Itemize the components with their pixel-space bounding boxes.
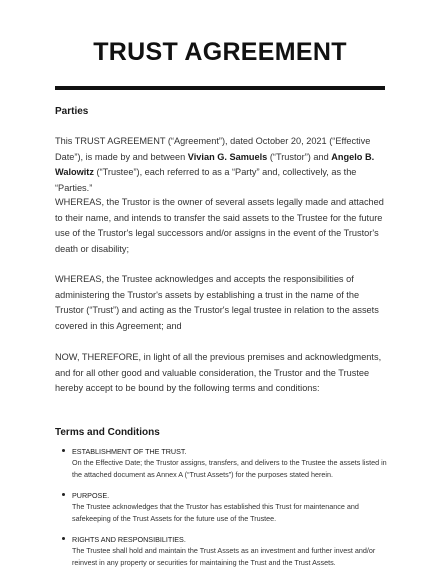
bullet-icon [62,493,65,496]
document-title: TRUST AGREEMENT [93,38,347,66]
term-item [55,490,389,525]
terms-list [55,446,389,570]
term-text: On the Effective Date; the Trustor assigns, transfers, and delivers to the Trustee the assets listed in the attached document as Annex A (“Trust Assets”) for the purposes stated herein. [72,458,387,479]
now-therefore-paragraph: NOW, THEREFORE, in light of all the previous premises and acknowledgments, and for all other good and valuable consideration, the Trustor and the Trustee hereby accept to be bound by the following terms and conditions: [55,352,382,394]
trustee-name: Angelo B. Walowitz [55,151,375,178]
parties-heading: Parties [55,106,89,117]
term-text: The Trustee acknowledges that the Trustor has established this Trust for maintenance and safekeeping of the Trust Assets for the future use of the Trustee. [72,502,359,523]
term-text: The Trustee shall hold and maintain the Trust Assets as an investment and further invest and/or reinvest in any property or securities for maintaining the Trust and the Trust Assets. [72,546,376,567]
title-divider [55,86,385,90]
whereas-paragraph-2: WHEREAS, the Trustee acknowledges and accepts the responsibilities of administering the Trustor's assets by establishing a trust in the name of the Trustor (“Trust”) and acting as the Trustor's legal trustee in relation to the assets covered in this Agreement; and [55,274,379,331]
bullet-icon [62,537,65,540]
whereas-paragraph-1: WHEREAS, the Trustor is the owner of several assets legally made and attached to their name, and intends to transfer the said assets to the Trustee for the future use of the Trustor's legal successors and/or assigns in the event of the Trustor's death or disability; [55,197,384,254]
term-title: RIGHTS AND RESPONSIBILITIES. [72,535,186,544]
term-title: ESTABLISHMENT OF THE TRUST. [72,447,187,456]
term-item [55,534,389,569]
terms-heading: Terms and Conditions [55,427,160,438]
term-title: PURPOSE. [72,491,110,500]
intro-text-2: (“Trustor”) and [267,151,332,162]
intro-text-3: (“Trustee”), each referred to as a “Party” and, collectively, as the “Parties.” [55,167,357,193]
term-item [55,446,389,481]
bullet-icon [62,449,65,452]
intro-text-1: This TRUST AGREEMENT (“Agreement”), dated October 20, 2021 (“Effective Date”), is made by and between [55,136,371,162]
trustor-name: Vivian G. Samuels [187,151,268,162]
intro-paragraph [55,134,389,196]
